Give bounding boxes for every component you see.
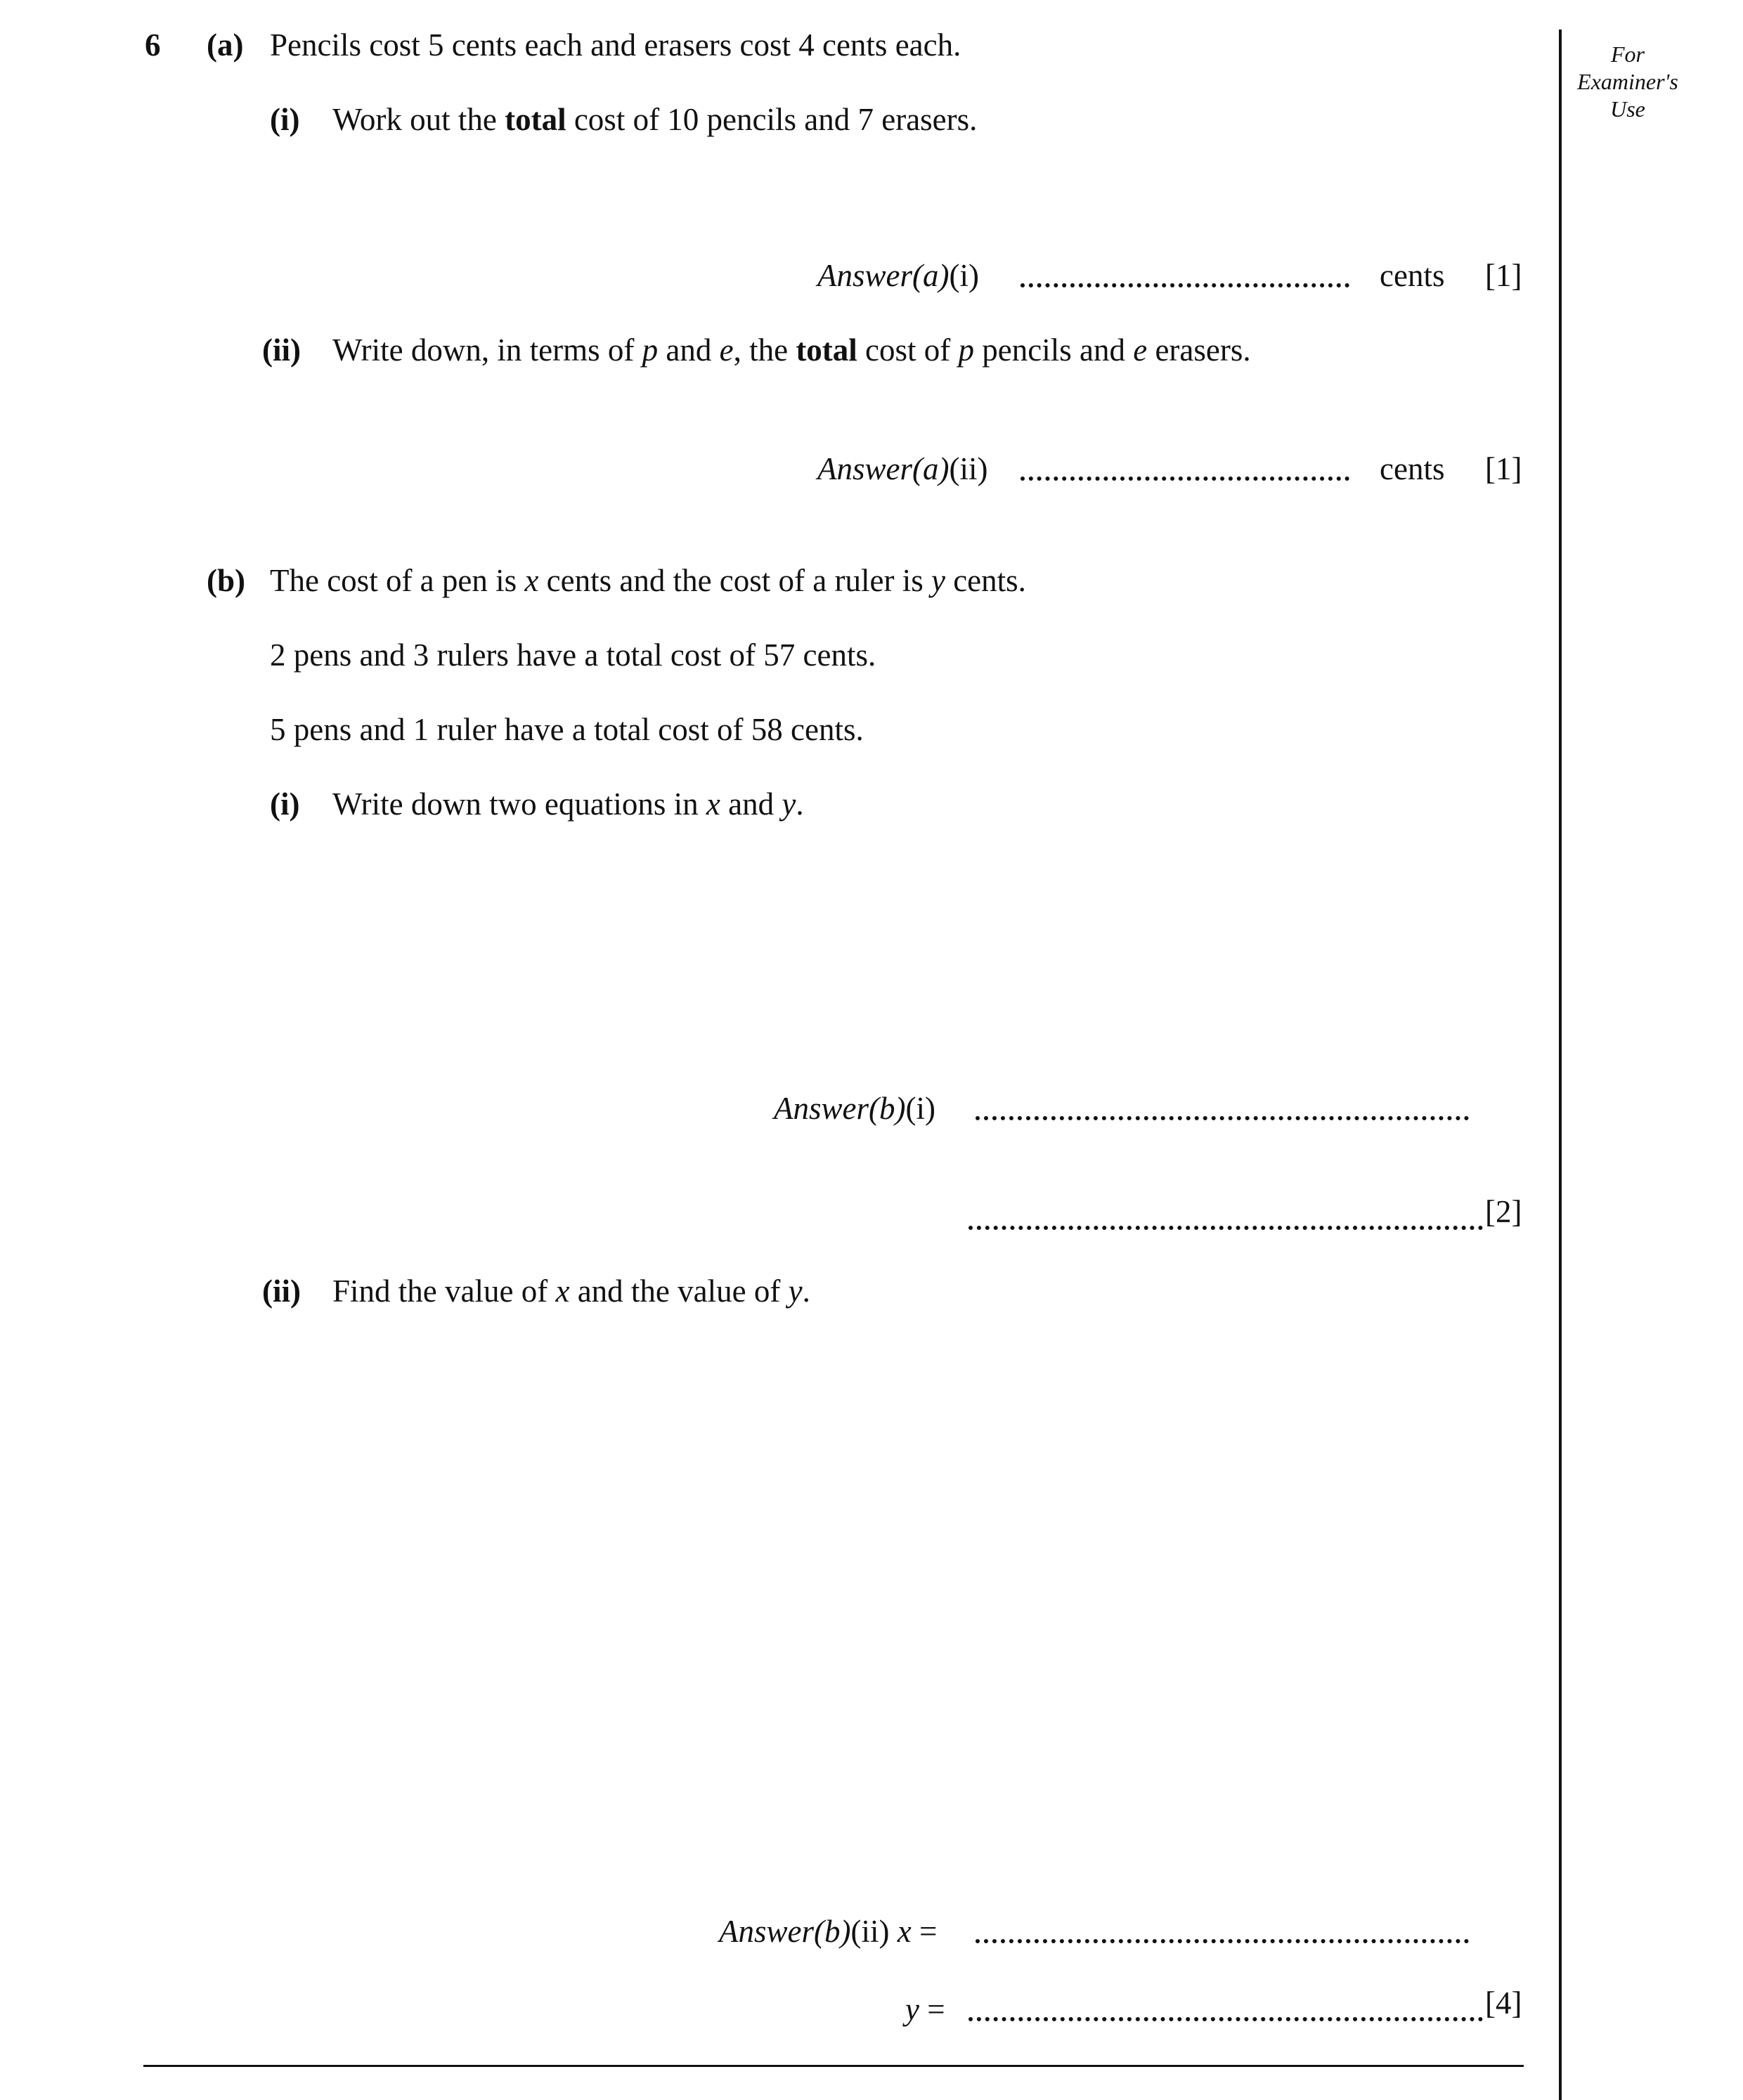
answer-b-ii-y-field[interactable]	[968, 2017, 1483, 2021]
answer-b-ii-marks: [4]	[1485, 1985, 1522, 2021]
part-b-i-label: (i)	[270, 786, 300, 822]
part-b-ii-question: Find the value of x and the value of y.	[332, 1273, 810, 1309]
answer-a-ii-marks: [1]	[1485, 451, 1522, 486]
examiner-note-line: Use	[1610, 96, 1645, 122]
part-b-line-2: 2 pens and 3 rulers have a total cost of 57 cents.	[270, 637, 876, 673]
answer-b-i-field-1[interactable]	[976, 1116, 1469, 1120]
part-b-ii-label: (ii)	[262, 1273, 301, 1309]
part-a-ii-label: (ii)	[262, 332, 301, 368]
answer-b-i-field-2[interactable]	[968, 1226, 1483, 1230]
answer-a-ii-label: Answer(a)(ii)	[817, 451, 988, 486]
part-b-label: (b)	[207, 563, 245, 598]
part-b-line-3: 5 pens and 1 ruler have a total cost of 58 cents.	[270, 712, 864, 747]
page-bottom-rule	[143, 2065, 1524, 2067]
examiner-margin-rule	[1559, 30, 1562, 2100]
answer-a-ii-field[interactable]	[1020, 477, 1349, 481]
examiner-note-line: Examiner's	[1577, 69, 1678, 94]
answer-b-ii-x-field[interactable]	[976, 1939, 1469, 1943]
part-b-stem: The cost of a pen is x cents and the cost of a ruler is y cents.	[270, 563, 1026, 598]
answer-a-i-label: Answer(a)(i)	[817, 258, 979, 293]
part-a-stem: Pencils cost 5 cents each and erasers cost 4 cents each.	[270, 27, 961, 63]
part-a-ii-question: Write down, in terms of p and e, the total cost of p pencils and e erasers.	[332, 332, 1251, 368]
answer-b-i-marks: [2]	[1485, 1194, 1522, 1229]
examiner-note-line: For	[1611, 41, 1645, 67]
part-a-i-label: (i)	[270, 102, 300, 137]
part-b-i-question: Write down two equations in x and y.	[332, 786, 804, 822]
answer-b-ii-y-label: y =	[905, 1992, 945, 2027]
part-a-label: (a)	[207, 27, 244, 63]
answer-a-i-unit: cents	[1380, 258, 1445, 293]
question-number: 6	[145, 27, 161, 63]
part-a-i-question: Work out the total cost of 10 pencils and 7 erasers.	[332, 102, 978, 137]
answer-a-i-marks: [1]	[1485, 258, 1522, 293]
answer-b-ii-x-label: Answer(b)(ii) x =	[719, 1914, 938, 1949]
answer-b-i-label: Answer(b)(i)	[774, 1091, 935, 1126]
answer-a-ii-unit: cents	[1380, 451, 1445, 486]
answer-a-i-field[interactable]	[1020, 283, 1349, 287]
examiner-use-note	[1564, 41, 1691, 123]
